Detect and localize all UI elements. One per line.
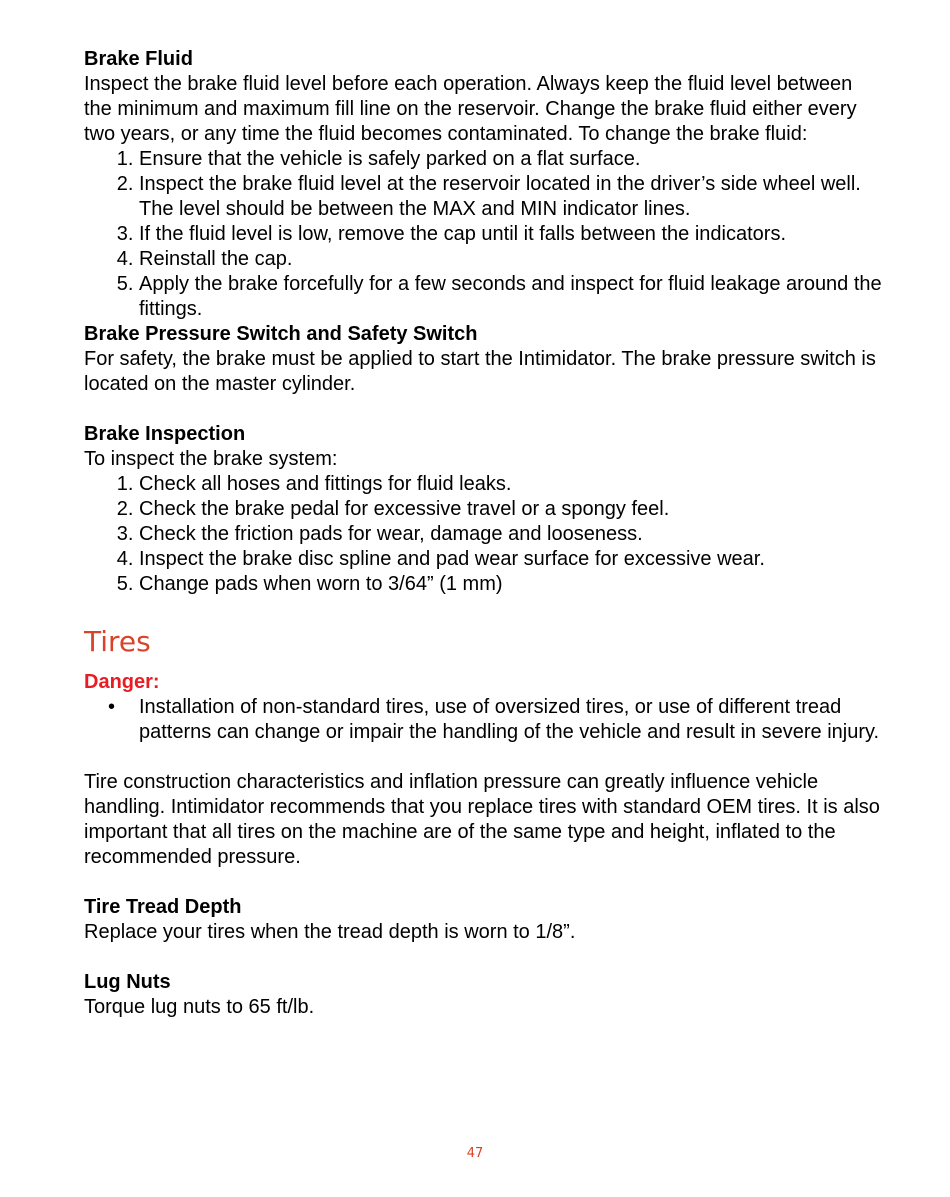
brake-fluid-steps (84, 147, 884, 322)
brake-switch-heading: Brake Pressure Switch and Safety Switch (84, 323, 478, 345)
list-item: • Installation of non-standard tires, use of oversized tires, or use of different tread patterns can change or impair the handling of the vehicle and result in severe injury. (139, 695, 884, 745)
tread-depth-heading: Tire Tread Depth (84, 896, 242, 918)
page-content (84, 47, 884, 1020)
list-item: 3. If the fluid level is low, remove the cap until it falls between the indicators. (139, 222, 884, 247)
brake-fluid-intro: Inspect the brake fluid level before each operation. Always keep the fluid level between the minimum and maximum fill line on the reservoir. Change the brake fluid either every two years, or any time the fluid becomes contaminated. To change the brake fluid: (84, 73, 857, 145)
list-item: 4. Inspect the brake disc spline and pad wear surface for excessive wear. (139, 547, 884, 572)
page-number: 47 (466, 1146, 484, 1161)
list-item: 2. Inspect the brake fluid level at the reservoir located in the driver’s side wheel well. The level should be between the MAX and MIN indicator lines. (139, 172, 884, 222)
danger-list (84, 695, 884, 745)
brake-switch-text: For safety, the brake must be applied to start the Intimidator. The brake pressure switch is located on the master cylinder. (84, 348, 876, 395)
list-item: 5. Change pads when worn to 3/64” (1 mm) (139, 572, 884, 597)
brake-fluid-heading: Brake Fluid (84, 48, 193, 70)
tread-depth-text: Replace your tires when the tread depth is worn to 1/8”. (84, 921, 576, 943)
brake-inspection-intro: To inspect the brake system: (84, 448, 338, 470)
danger-label: Danger: (84, 671, 160, 693)
tires-section-title: Tires (84, 625, 151, 658)
lug-nuts-text: Torque lug nuts to 65 ft/lb. (84, 996, 315, 1018)
lug-nuts-heading: Lug Nuts (84, 971, 171, 993)
list-item: 1. Check all hoses and fittings for fluid leaks. (139, 472, 884, 497)
list-item: 3. Check the friction pads for wear, damage and looseness. (139, 522, 884, 547)
tires-text: Tire construction characteristics and inflation pressure can greatly influence vehicle handling. Intimidator recommends that you replace tires with standard OEM tires. It is also important that all tires on the machine are of the same type and height, inflated to the recommended pressure. (84, 771, 880, 868)
brake-inspection-steps (84, 472, 884, 597)
list-item: 5. Apply the brake forcefully for a few seconds and inspect for fluid leakage around the fittings. (139, 272, 884, 322)
list-item: 2. Check the brake pedal for excessive travel or a spongy feel. (139, 497, 884, 522)
list-item: 1. Ensure that the vehicle is safely parked on a flat surface. (139, 147, 884, 172)
list-item: 4. Reinstall the cap. (139, 247, 884, 272)
brake-inspection-heading: Brake Inspection (84, 423, 246, 445)
